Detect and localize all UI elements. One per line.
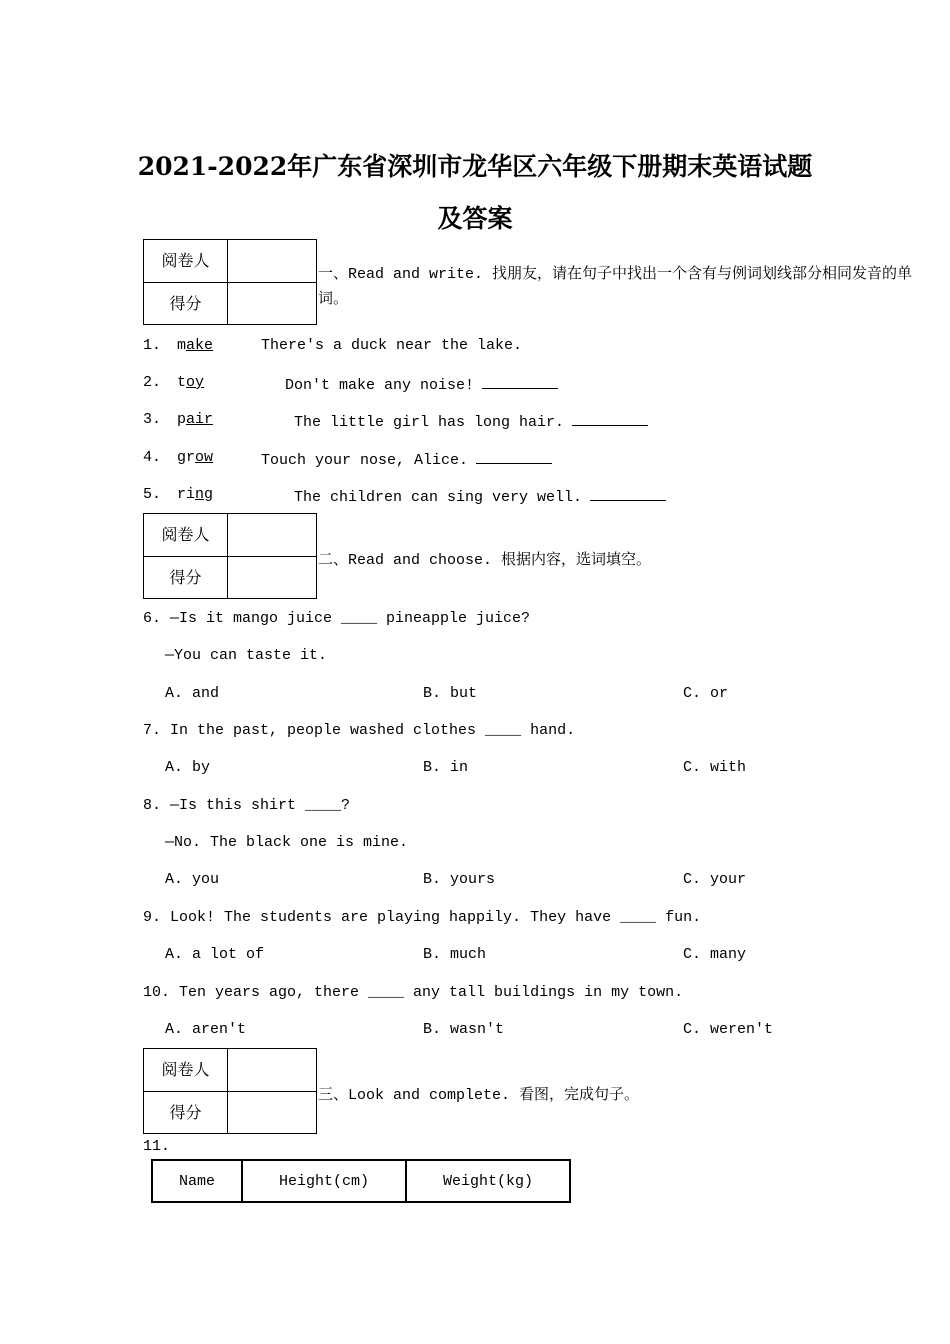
option-a[interactable]: A. a lot of [165, 946, 265, 963]
sentence: Don't make any noise! [285, 374, 558, 394]
option-a[interactable]: A. by [165, 759, 211, 776]
score-label: 得分 [144, 283, 228, 325]
example-word: make [177, 337, 214, 354]
section1-title: 一、Read and write. 找朋友，请在句子中找出一个含有与例词划线部分相同发音的单 [318, 266, 913, 283]
reviewer-label: 阅卷人 [144, 240, 228, 282]
section2-title: 二、Read and choose. 根据内容，选词填空。 [318, 552, 652, 569]
sentence: The children can sing very well. [294, 486, 666, 506]
option-a[interactable]: A. and [165, 685, 220, 702]
question-6: 6. —Is it mango juice ____ pineapple juice? [143, 610, 531, 627]
table-header: Height(cm) [242, 1160, 406, 1202]
list-item: 5. ring The children can sing very well. [143, 486, 161, 503]
section3-title: 三、Look and complete. 看图，完成句子。 [318, 1087, 640, 1104]
answer-blank[interactable] [572, 411, 648, 426]
example-word: pair [177, 411, 214, 428]
sentence: Touch your nose, Alice. [261, 449, 552, 469]
table-header-row [152, 1160, 570, 1202]
option-b[interactable]: B. in [423, 759, 469, 776]
list-item: 4. grow Touch your nose, Alice. [143, 449, 161, 466]
answer-blank[interactable] [476, 449, 552, 464]
option-b[interactable]: B. but [423, 685, 478, 702]
example-word: toy [177, 374, 205, 391]
score-box [143, 513, 317, 599]
question-7: 7. In the past, people washed clothes ____ hand. [143, 722, 576, 739]
example-word: ring [177, 486, 214, 503]
question-8: 8. —Is this shirt ____? [143, 797, 351, 814]
option-c[interactable]: C. many [683, 946, 747, 963]
option-b[interactable]: B. much [423, 946, 487, 963]
question-9: 9. Look! The students are playing happily. They have ____ fun. [143, 909, 702, 926]
section1-title-cont: 词。 [318, 291, 349, 308]
answer-blank[interactable] [482, 374, 558, 389]
table-header: Weight(kg) [406, 1160, 570, 1202]
sentence: The little girl has long hair. [294, 411, 648, 431]
data-table [151, 1159, 571, 1203]
reviewer-label: 阅卷人 [144, 514, 228, 556]
sentence: There's a duck near the lake. [261, 337, 523, 354]
option-c[interactable]: C. weren't [683, 1021, 774, 1038]
option-a[interactable]: A. you [165, 871, 220, 888]
option-c[interactable]: C. your [683, 871, 747, 888]
score-box [143, 1048, 317, 1134]
question-11: 11. [143, 1138, 171, 1155]
option-b[interactable]: B. yours [423, 871, 496, 888]
answer-blank[interactable] [590, 486, 666, 501]
option-a[interactable]: A. aren't [165, 1021, 247, 1038]
question-8-reply: —No. The black one is mine. [165, 834, 409, 851]
table-header: Name [152, 1160, 242, 1202]
question-6-reply: —You can taste it. [165, 647, 328, 664]
list-item: 3. pair The little girl has long hair. [143, 411, 161, 428]
page-title: 2021-2022年广东省深圳市龙华区六年级下册期末英语试题 [137, 152, 813, 181]
option-c[interactable]: C. with [683, 759, 747, 776]
option-c[interactable]: C. or [683, 685, 729, 702]
question-10: 10. Ten years ago, there ____ any tall buildings in my town. [143, 984, 684, 1001]
page-title-line2: 及答案 [437, 204, 513, 233]
example-word: grow [177, 449, 214, 466]
list-item: 1. make There's a duck near the lake. [143, 337, 523, 354]
reviewer-label: 阅卷人 [144, 1049, 228, 1091]
option-b[interactable]: B. wasn't [423, 1021, 505, 1038]
score-box [143, 239, 317, 325]
list-item: 2. toy Don't make any noise! [143, 374, 161, 391]
score-label: 得分 [144, 1092, 228, 1134]
score-label: 得分 [144, 557, 228, 599]
